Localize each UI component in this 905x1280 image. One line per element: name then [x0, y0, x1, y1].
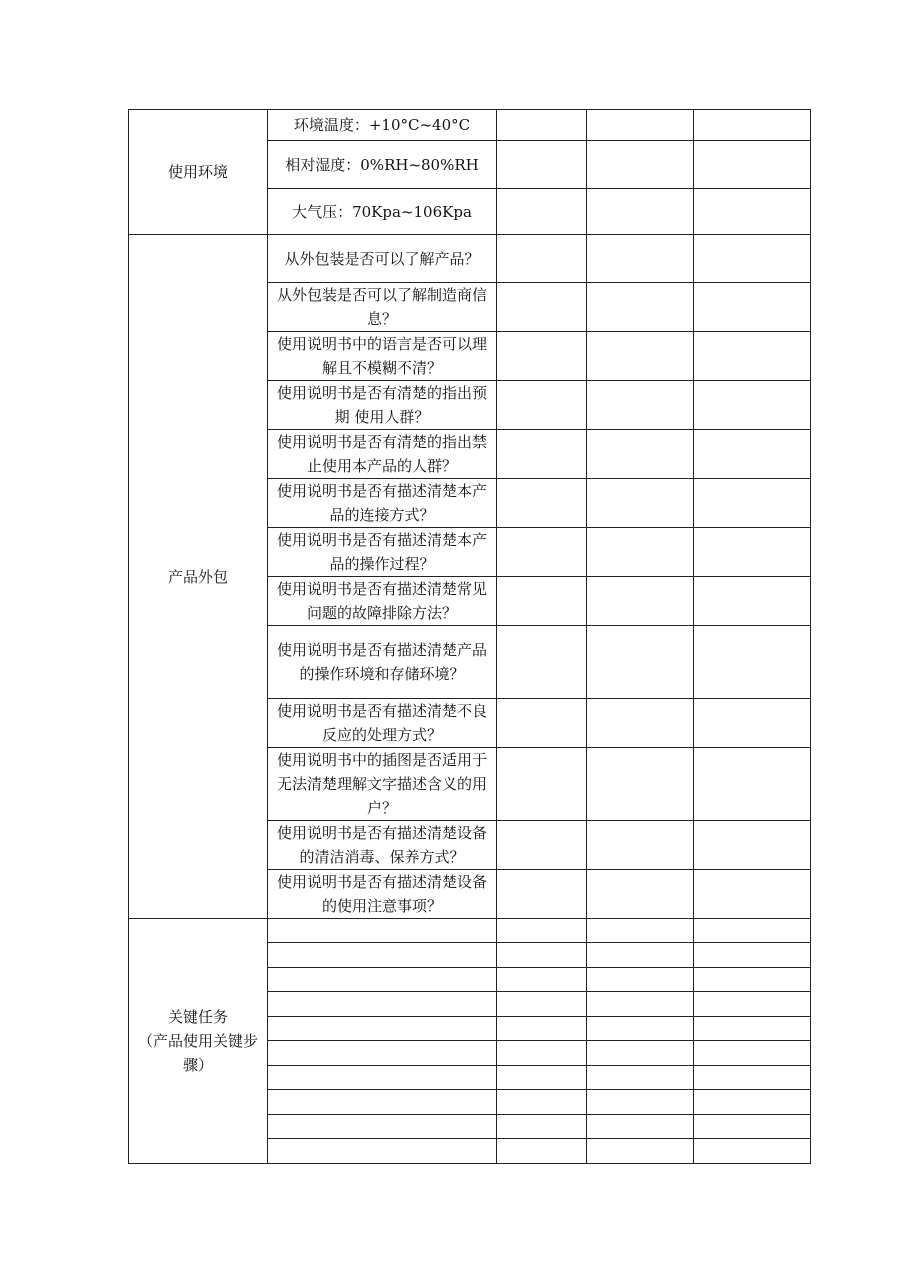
item-cell: 使用说明书是否有描述清楚常见问题的故障排除方法？	[268, 577, 497, 626]
blank-cell[interactable]	[497, 1115, 587, 1139]
blank-cell[interactable]	[587, 479, 694, 528]
blank-cell[interactable]	[587, 748, 694, 821]
item-cell: 环境温度：+10°C~40°C	[268, 110, 497, 141]
blank-cell[interactable]	[497, 1041, 587, 1066]
blank-cell[interactable]	[497, 626, 587, 699]
blank-cell[interactable]	[497, 1139, 587, 1164]
blank-cell[interactable]	[587, 141, 694, 189]
category-label: 使用环境	[167, 163, 228, 181]
item-cell[interactable]	[268, 919, 497, 943]
blank-cell[interactable]	[587, 1139, 694, 1164]
blank-cell[interactable]	[694, 748, 811, 821]
item-cell: 使用说明书是否有描述清楚本产品的操作过程？	[268, 528, 497, 577]
evaluation-table	[128, 109, 811, 1164]
blank-cell[interactable]	[694, 577, 811, 626]
blank-cell[interactable]	[694, 626, 811, 699]
blank-cell[interactable]	[694, 141, 811, 189]
category-cell	[129, 235, 268, 919]
item-cell[interactable]	[268, 1115, 497, 1139]
blank-cell[interactable]	[694, 1041, 811, 1066]
blank-cell[interactable]	[587, 528, 694, 577]
blank-cell[interactable]	[497, 919, 587, 943]
category-cell	[129, 919, 268, 1164]
blank-cell[interactable]	[497, 699, 587, 748]
item-cell: 使用说明书是否有描述清楚本产品的连接方式？	[268, 479, 497, 528]
item-cell: 使用说明书是否有描述清楚不良反应的处理方式？	[268, 699, 497, 748]
blank-cell[interactable]	[497, 430, 587, 479]
table-row	[129, 110, 811, 141]
item-cell[interactable]	[268, 943, 497, 968]
blank-cell[interactable]	[587, 332, 694, 381]
blank-cell[interactable]	[497, 189, 587, 235]
blank-cell[interactable]	[694, 1066, 811, 1090]
item-cell[interactable]	[268, 1017, 497, 1041]
blank-cell[interactable]	[497, 1066, 587, 1090]
blank-cell[interactable]	[497, 1090, 587, 1115]
item-cell: 使用说明书是否有清楚的指出禁止使用本产品的人群？	[268, 430, 497, 479]
blank-cell[interactable]	[587, 110, 694, 141]
blank-cell[interactable]	[587, 1066, 694, 1090]
table-row	[129, 919, 811, 943]
blank-cell[interactable]	[694, 528, 811, 577]
blank-cell[interactable]	[587, 919, 694, 943]
category-label: 关键任务 （产品使用关键步骤）	[137, 1008, 258, 1074]
item-cell[interactable]	[268, 1066, 497, 1090]
blank-cell[interactable]	[587, 1115, 694, 1139]
blank-cell[interactable]	[694, 381, 811, 430]
blank-cell[interactable]	[694, 943, 811, 968]
item-cell: 从外包装是否可以了解产品？	[268, 235, 497, 283]
blank-cell[interactable]	[587, 992, 694, 1017]
item-cell: 使用说明书是否有描述清楚设备的使用注意事项？	[268, 870, 497, 919]
blank-cell[interactable]	[694, 1115, 811, 1139]
blank-cell[interactable]	[587, 381, 694, 430]
blank-cell[interactable]	[587, 1017, 694, 1041]
blank-cell[interactable]	[497, 1017, 587, 1041]
item-cell: 使用说明书中的语言是否可以理解且不模糊不清？	[268, 332, 497, 381]
blank-cell[interactable]	[497, 235, 587, 283]
blank-cell[interactable]	[694, 1139, 811, 1164]
blank-cell[interactable]	[497, 283, 587, 332]
blank-cell[interactable]	[587, 626, 694, 699]
blank-cell[interactable]	[694, 235, 811, 283]
item-cell[interactable]	[268, 1041, 497, 1066]
blank-cell[interactable]	[497, 968, 587, 992]
blank-cell[interactable]	[587, 283, 694, 332]
blank-cell[interactable]	[497, 381, 587, 430]
blank-cell[interactable]	[694, 699, 811, 748]
item-cell: 从外包装是否可以了解制造商信息？	[268, 283, 497, 332]
blank-cell[interactable]	[587, 943, 694, 968]
blank-cell[interactable]	[497, 141, 587, 189]
blank-cell[interactable]	[694, 479, 811, 528]
blank-cell[interactable]	[497, 577, 587, 626]
blank-cell[interactable]	[587, 821, 694, 870]
blank-cell[interactable]	[694, 332, 811, 381]
blank-cell[interactable]	[587, 1041, 694, 1066]
blank-cell[interactable]	[497, 110, 587, 141]
blank-cell[interactable]	[497, 748, 587, 821]
item-cell: 大气压：70Kpa~106Kpa	[268, 189, 497, 235]
blank-cell[interactable]	[694, 1017, 811, 1041]
item-cell: 使用说明书中的插图是否适用于无法清楚理解文字描述含义的用户？	[268, 748, 497, 821]
category-label: 产品外包	[167, 567, 228, 586]
blank-cell[interactable]	[497, 479, 587, 528]
blank-cell[interactable]	[587, 430, 694, 479]
category-cell	[129, 110, 268, 235]
blank-cell[interactable]	[694, 919, 811, 943]
blank-cell[interactable]	[694, 189, 811, 235]
item-cell: 使用说明书是否有清楚的指出预期 使用人群？	[268, 381, 497, 430]
blank-cell[interactable]	[497, 943, 587, 968]
blank-cell[interactable]	[497, 332, 587, 381]
item-cell: 使用说明书是否有描述清楚产品的操作环境和存储环境？	[268, 626, 497, 699]
blank-cell[interactable]	[587, 1090, 694, 1115]
item-cell[interactable]	[268, 968, 497, 992]
blank-cell[interactable]	[587, 577, 694, 626]
item-cell: 使用说明书是否有描述清楚设备的清洁消毒、保养方式？	[268, 821, 497, 870]
item-cell: 相对湿度：0%RH~80%RH	[268, 141, 497, 189]
blank-cell[interactable]	[587, 699, 694, 748]
blank-cell[interactable]	[694, 1090, 811, 1115]
blank-cell[interactable]	[694, 430, 811, 479]
blank-cell[interactable]	[497, 992, 587, 1017]
blank-cell[interactable]	[694, 821, 811, 870]
blank-cell[interactable]	[694, 968, 811, 992]
blank-cell[interactable]	[694, 110, 811, 141]
blank-cell[interactable]	[587, 235, 694, 283]
blank-cell[interactable]	[694, 870, 811, 919]
blank-cell[interactable]	[497, 821, 587, 870]
blank-cell[interactable]	[587, 189, 694, 235]
blank-cell[interactable]	[694, 283, 811, 332]
blank-cell[interactable]	[587, 968, 694, 992]
blank-cell[interactable]	[694, 992, 811, 1017]
table-row	[129, 235, 811, 283]
item-cell[interactable]	[268, 1139, 497, 1164]
item-cell[interactable]	[268, 1090, 497, 1115]
item-cell[interactable]	[268, 992, 497, 1017]
blank-cell[interactable]	[587, 870, 694, 919]
blank-cell[interactable]	[497, 870, 587, 919]
blank-cell[interactable]	[497, 528, 587, 577]
